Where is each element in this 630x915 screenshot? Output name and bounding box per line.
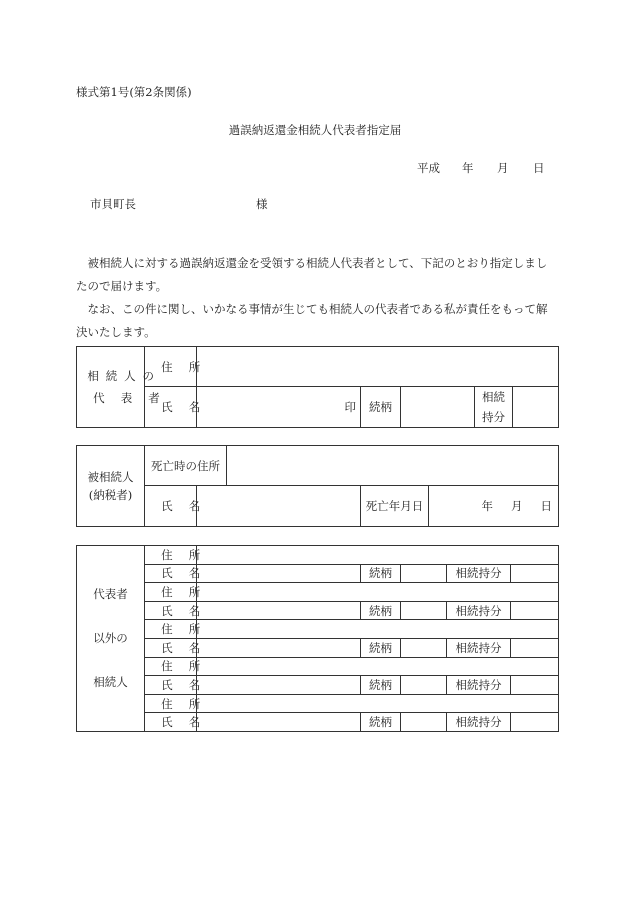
relationship-label: 続柄 [361,387,401,428]
heir-share-label: 相続持分 [447,676,511,695]
heir-relationship-label: 続柄 [361,713,401,732]
heir-address-field[interactable] [197,694,559,713]
heir-relationship-label: 続柄 [361,601,401,620]
address-at-death-label: 死亡時の住所 [145,446,227,486]
date-of-death-label: 死亡年月日 [361,486,429,527]
heir-address-label: 住所 [145,620,197,639]
body-paragraph-1: 被相続人に対する過誤納返還金を受領する相続人代表者として、下記のとおり指定しましたので届けます。 [76,256,548,293]
representative-heir-header: 相続人の 代表者 [77,347,145,428]
name-label: 氏名 [145,387,197,428]
heir-name-label: 氏名 [145,638,197,657]
date-of-death-field[interactable]: 年 月 日 [429,486,559,527]
heir-name-label: 氏名 [145,676,197,695]
heir-name-field[interactable] [197,638,361,657]
date-era: 平成 [417,161,440,175]
heir-share-field[interactable] [511,564,559,583]
heir-relationship-field[interactable] [401,601,447,620]
heir-name-label: 氏名 [145,601,197,620]
heir-name-field[interactable] [197,601,361,620]
address-at-death-field[interactable] [227,446,559,486]
heir-relationship-label: 続柄 [361,638,401,657]
addressee-name: 市貝町長 [90,197,136,211]
address-field[interactable] [197,347,559,387]
heir-share-field[interactable] [511,713,559,732]
relationship-field[interactable] [401,387,475,428]
heir-address-field[interactable] [197,620,559,639]
other-heirs-table [76,545,559,732]
heir-name-field[interactable] [197,713,361,732]
heir-relationship-label: 続柄 [361,676,401,695]
date-year-label: 年 [462,161,474,175]
heir-relationship-field[interactable] [401,676,447,695]
representative-heir-table [76,346,559,428]
heir-share-field[interactable] [511,638,559,657]
heir-share-label: 相続持分 [447,564,511,583]
address-label: 住所 [145,347,197,387]
heir-share-label: 相続持分 [447,601,511,620]
name-field[interactable] [197,387,361,428]
date-month-label: 月 [497,161,509,175]
heir-share-label: 相続持分 [447,713,511,732]
heir-name-field[interactable] [197,676,361,695]
deceased-header: 被相続人 (納税者) [77,446,145,527]
inheritance-share-field[interactable] [513,387,559,428]
heir-share-field[interactable] [511,676,559,695]
heir-relationship-field[interactable] [401,564,447,583]
heir-name-label: 氏名 [145,564,197,583]
inheritance-share-label: 相続 持分 [475,387,513,428]
heir-address-field[interactable] [197,657,559,676]
deceased-table [76,445,559,527]
addressee-honorific: 様 [256,197,268,211]
heir-relationship-field[interactable] [401,713,447,732]
heir-name-field[interactable] [197,564,361,583]
heir-address-field[interactable] [197,583,559,602]
seal-mark: 印 [344,400,356,414]
body-paragraph-2: なお、この件に関し、いかなる事情が生じても相続人の代表者である私が責任をもって解決いたします。 [76,302,548,339]
date-day-label: 日 [533,161,545,175]
heir-address-label: 住所 [145,657,197,676]
deceased-name-label: 氏名 [145,486,197,527]
heir-address-field[interactable] [197,546,559,565]
body-text [76,252,558,344]
heir-relationship-label: 続柄 [361,564,401,583]
heir-address-label: 住所 [145,583,197,602]
document-title: 過誤納返還金相続人代表者指定届 [228,123,402,137]
heir-name-label: 氏名 [145,713,197,732]
form-number: 様式第1号(第2条関係) [76,85,192,99]
other-heirs-header: 代表者 以外の 相続人 [77,546,145,732]
heir-relationship-field[interactable] [401,638,447,657]
heir-address-label: 住所 [145,546,197,565]
heir-share-label: 相続持分 [447,638,511,657]
heir-address-label: 住所 [145,694,197,713]
deceased-name-field[interactable] [197,486,361,527]
heir-share-field[interactable] [511,601,559,620]
